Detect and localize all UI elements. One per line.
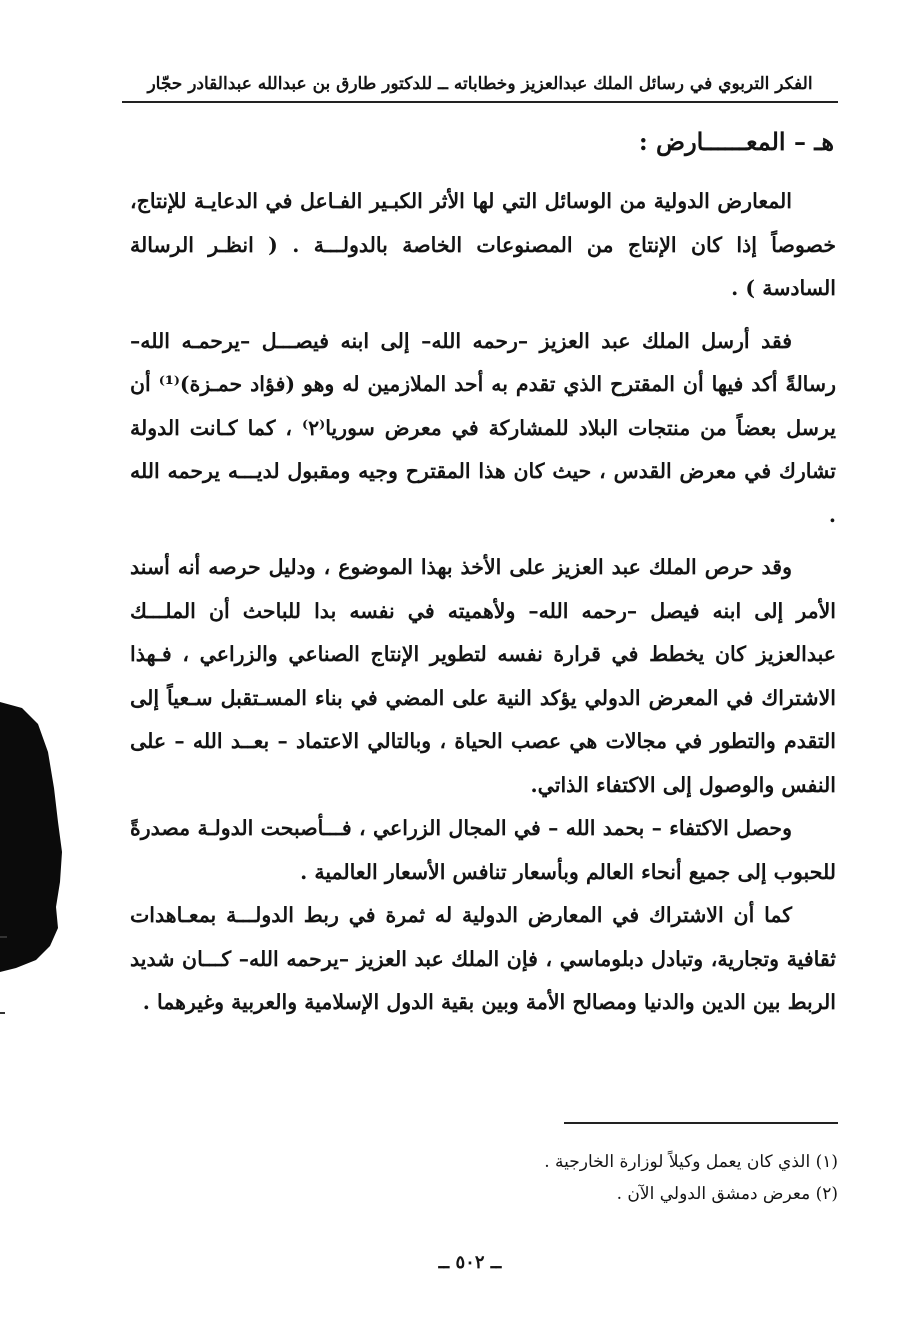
paragraph: وقد حرص الملك عبد العزيز على الأخذ بهذا الموضوع ، ودليل حرصه أنه أسند الأمر إلى ابنه فيصل –رحمه الله– ولأهميته في نفسه بدا للباحث أن الملـــك عبدالعزيز كان يخطط في قرارة نفسه لتطوير الإنتاج الصناعي والزراعي ، فـهذا الاشتراك في المعرض الدولي يؤكد النية على المضي في بناء المسـتقبل سـعياً إلى التقدم والتطور في مجالات هي عصب الحياة ، وبالتالي الاعتماد – بعــد الله – على النفس والوصول إلى الاكتفاء الذاتي. — [130, 555, 836, 797]
body-text — [130, 180, 836, 1025]
footnote: (٢) معرض دمشق الدولي الآن . — [616, 1184, 838, 1204]
footnote-rule — [564, 1122, 838, 1124]
scan-edge-shadow — [0, 702, 70, 972]
paragraph: فقد أرسل الملك عبد العزيز –رحمه الله– إلى ابنه فيصـــل –يرحمـه الله– رسالةً أكد فيها أن المقترح الذي تقدم به أحد الملازمين له وهو (فؤاد حمـزة)⁽¹⁾ أن يرسل بعضاً من منتجات البلاد للمشاركة في معرض سوريا⁽٢⁾ ، كما كـانت الدولة تشارك في معرض القدس ، حيث كان هذا المقترح وجيه ومقبول لديـــه يرحمه الله . — [130, 328, 837, 527]
page-number: ــ ٥٠٢ ــ — [438, 1252, 502, 1273]
footnote: (١) الذي كان يعمل وكيلاً لوزارة الخارجية . — [544, 1152, 838, 1172]
running-header: الفكر التربوي في رسائل الملك عبدالعزيز وخطاباته ــ للدكتور طارق بن عبدالله عبدالقادر حجّار — [147, 74, 813, 94]
header-rule — [122, 101, 838, 103]
scan-speck — [0, 936, 7, 938]
section-heading: هـ – المعــــــارض : — [638, 127, 834, 156]
paragraph: كما أن الاشتراك في المعارض الدولية له ثمرة في ربط الدولـــة بمعـاهدات ثقافية وتجارية، وتبادل دبلوماسي ، فإن الملك عبد العزيز –يرحمه الله– كـــان شديد الربط بين الدين والدنيا ومصالح الأمة وبين بقية الدول الإسلامية والعربية وغيرهما . — [130, 903, 836, 1014]
footnotes — [358, 1146, 838, 1210]
paragraph: وحصل الاكتفاء – بحمد الله – في المجال الزراعي ، فـــأصبحت الدولـة مصدرةً للحبوب إلى جميع أنحاء العالم وبأسعار تنافس الأسعار العالمية . — [130, 816, 836, 884]
scan-speck — [0, 1012, 5, 1014]
paragraph: المعارض الدولية من الوسائل التي لها الأثر الكبـير الفـاعل في الدعايـة للإنتاج، خصوصاً إذا كان الإنتاج من المصنوعات الخاصة بالدولـــة . ( انظـر الرسالة السادسة ) . — [130, 189, 836, 300]
